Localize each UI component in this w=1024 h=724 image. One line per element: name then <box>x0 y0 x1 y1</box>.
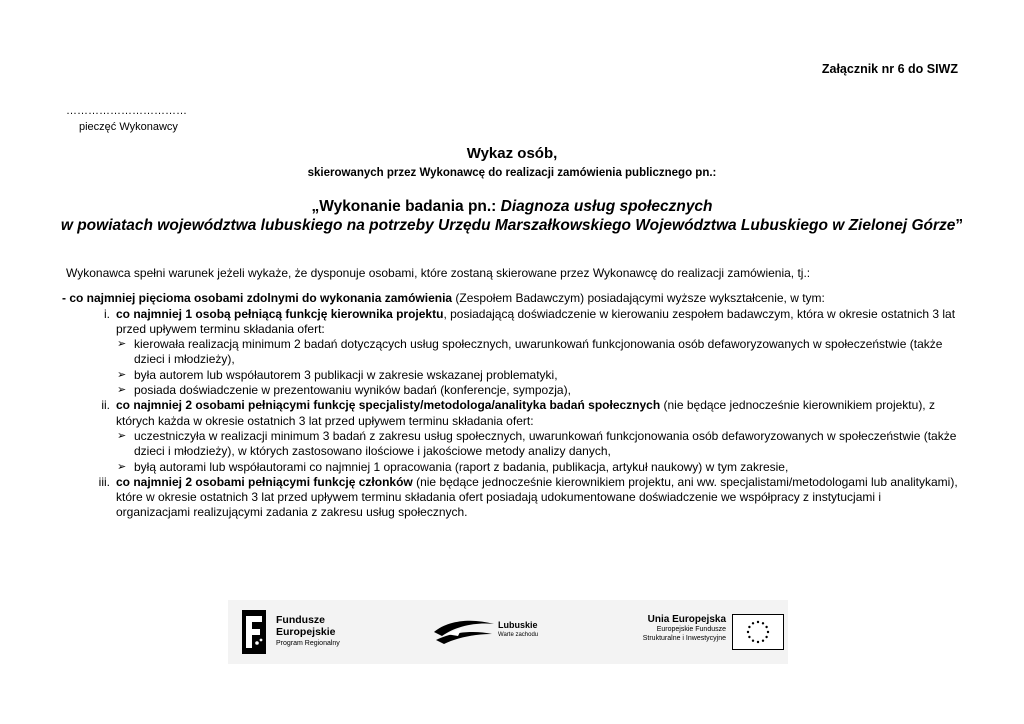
page-subtitle: skierowanych przez Wykonawcę do realizacji zamówienia publicznego pn.: <box>307 167 717 179</box>
arrow-bullet-icon: ➢ <box>117 338 127 351</box>
contractor-stamp <box>66 103 187 135</box>
lubuskie-logo <box>432 614 552 654</box>
item-number: i. <box>104 306 110 321</box>
bullet-text: uczestniczyła w realizacji minimum 3 badań z zakresu usług społecznych, uwarunkowań funkcjonowania osób defaworyzowanych w społeczeństwie (także dzieci i młodzieży), w których zastosowano ilościowe i jakościowe metody analizy danych, <box>134 428 957 459</box>
eu-line1: Unia Europejska <box>647 614 726 625</box>
document-body <box>62 266 958 521</box>
bullet-item <box>66 383 958 398</box>
item-text: (nie będące jednocześnie kierownikiem projektu, ani ww. specjalistami/metodologami lub analitykami), które w okresie ostatnich 3 lat przed upływem terminu składania ofert posiadają udokumentowane doświadczenie we współpracy z instytucjami i organizacjami realizującymi zadania z zakresu usług społecznych. <box>116 474 958 520</box>
fundusze-europejskie-icon <box>242 610 266 654</box>
arrow-bullet-icon: ➢ <box>117 384 127 397</box>
lead-paragraph <box>62 291 958 306</box>
eu-line3: Strukturalne i Inwestycyjne <box>642 635 726 642</box>
bullet-text: była autorem lub współautorem 3 publikacji w zakresie wskazanej problematyki, <box>134 367 558 382</box>
page-title: Wykaz osób, <box>466 145 558 162</box>
requirement-item <box>66 398 958 429</box>
eu-logo <box>628 614 788 656</box>
bullet-list <box>66 337 958 398</box>
arrow-bullet-icon: ➢ <box>117 368 127 381</box>
item-text: , posiadającą doświadczenie w kierowaniu zespołem badawczym, która w okresie ostatnich 3 lat przed upływem terminu składania ofert: <box>116 306 956 336</box>
fundusze-europejskie-logo <box>242 608 372 658</box>
bullet-text: byłą autorami lub współautorami co najmniej 1 opracowania (raport z badania, publikacja, artykuł naukowy) w tym zakresie, <box>134 459 789 474</box>
item-text: (nie będące jednocześnie kierownikiem projektu), z których każda w okresie ostatnich 3 lat przed upływem terminu składania ofert: <box>116 398 935 428</box>
bullet-list <box>66 429 958 475</box>
lubuskie-line2: Warte zachodu <box>498 632 539 638</box>
item-bold: co najmniej 2 osobami pełniącymi funkcję członków <box>116 474 413 489</box>
lubuskie-line1: Lubuskie <box>498 620 538 630</box>
stamp-dots: …………………………… <box>66 105 187 117</box>
project-title <box>0 197 1024 235</box>
lubuskie-text <box>498 620 538 640</box>
fe-line1: Fundusze <box>276 614 325 626</box>
bullet-item <box>66 429 958 460</box>
item-bold: co najmniej 1 osobą pełniącą funkcję kierownika projektu <box>116 306 444 321</box>
requirement-item <box>66 307 958 338</box>
bullet-item <box>66 460 958 475</box>
requirement-item <box>66 475 958 521</box>
item-number: iii. <box>98 474 110 489</box>
arrow-bullet-icon: ➢ <box>117 429 127 442</box>
bullet-item <box>66 368 958 383</box>
arrow-bullet-icon: ➢ <box>117 460 127 473</box>
project-title-line2: w powiatach województwa lubuskiego na potrzeby Urzędu Marszałkowskiego Województwa Lubuskiego w Zielonej Górze <box>60 217 956 234</box>
stamp-label: pieczęć Wykonawcy <box>79 121 178 133</box>
funding-logos-bar <box>228 600 788 664</box>
eu-line2: Europejskie Fundusze <box>656 626 726 633</box>
item-bold: co najmniej 2 osobami pełniącymi funkcję specjalisty/metodologa/analityka badań społecznych <box>116 398 661 413</box>
eu-text <box>628 614 726 643</box>
fe-line3: Program Regionalny <box>276 640 340 647</box>
fe-text <box>276 614 340 650</box>
project-title-line1: Diagnoza usług społecznych <box>500 198 713 215</box>
eu-flag-icon <box>732 614 784 650</box>
attachment-label: Załącznik nr 6 do SIWZ <box>821 62 958 76</box>
item-number: ii. <box>101 398 110 413</box>
lead-rest: (Zespołem Badawczym) posiadającymi wyższe wykształcenie, w tym: <box>452 291 825 306</box>
fe-line2: Europejskie <box>276 626 336 638</box>
lead-bold: - co najmniej pięcioma osobami zdolnymi do wykonania zamówienia <box>62 291 453 306</box>
bullet-item <box>66 337 958 368</box>
project-suffix: ” <box>955 217 964 234</box>
intro-paragraph: Wykonawca spełni warunek jeżeli wykaże, że dysponuje osobami, które zostaną skierowane przez Wykonawcę do realizacji zamówienia, tj.: <box>66 266 811 280</box>
project-prefix: „Wykonanie badania pn.: <box>311 198 501 215</box>
bullet-text: posiada doświadczenie w prezentowaniu wyników badań (konferencje, sympozja), <box>134 383 571 398</box>
lubuskie-swoosh-icon <box>432 614 496 650</box>
bullet-text: kierowała realizacją minimum 2 badań dotyczących usług społecznych, uwarunkowań funkcjonowania osób defaworyzowanych w społeczeństwie (także dzieci i młodzieży), <box>134 337 943 367</box>
